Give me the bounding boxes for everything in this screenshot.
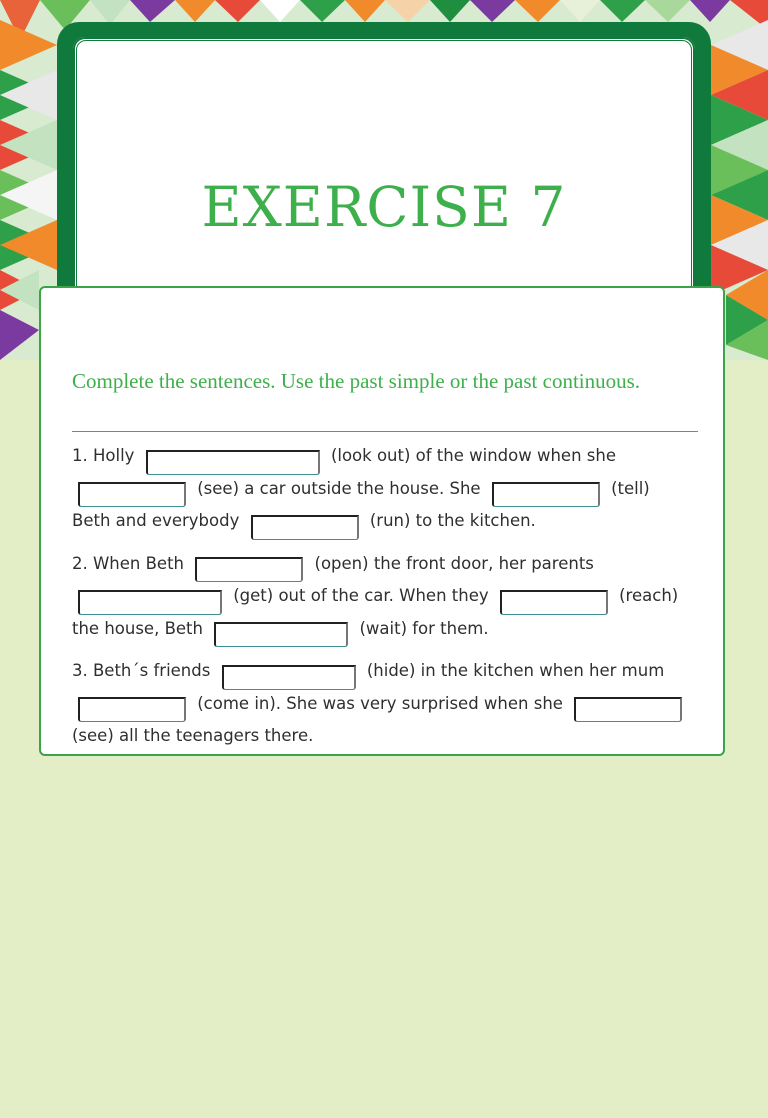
answer-input-1b[interactable] — [78, 482, 186, 507]
answer-input-1c[interactable] — [492, 482, 600, 507]
sentence-text: (reach) the house, Beth — [72, 586, 679, 638]
sentence-text: (tell) Beth and everybody — [72, 478, 650, 530]
sentence-text: (look out) of the window when she — [330, 446, 616, 465]
sentence-text: 2. When Beth — [72, 553, 185, 573]
answer-input-1a[interactable] — [146, 450, 320, 475]
sentence-text: (hide) in the kitchen when her mum — [366, 661, 665, 680]
answer-input-1d[interactable] — [251, 515, 359, 540]
sentence-text: (come in). She was very surprised when she — [197, 693, 563, 713]
answer-input-3b[interactable] — [78, 697, 186, 722]
exercise-card — [39, 286, 725, 756]
title-card — [73, 37, 695, 299]
sentence-text: 3. Beth´s friends — [72, 661, 211, 680]
sentence-list — [72, 442, 692, 761]
sentence-3 — [72, 657, 692, 751]
answer-input-2b[interactable] — [78, 590, 222, 615]
sentence-2 — [72, 550, 692, 648]
sentence-text: (wait) for them. — [359, 618, 489, 638]
divider — [72, 431, 698, 432]
sentence-text: (run) to the kitchen. — [369, 511, 536, 530]
answer-input-3a[interactable] — [222, 665, 356, 690]
answer-input-2d[interactable] — [214, 622, 348, 647]
answer-input-2c[interactable] — [500, 590, 608, 615]
sentence-1 — [72, 442, 692, 540]
answer-input-2a[interactable] — [195, 557, 303, 582]
sentence-text: (see) a car outside the house. She — [197, 478, 481, 498]
answer-input-3c[interactable] — [574, 697, 682, 722]
sentence-text: 1. Holly — [72, 446, 135, 465]
page-title: EXERCISE 7 — [201, 175, 567, 239]
instruction-text: Complete the sentences. Use the past simple or the past continuous. — [72, 369, 641, 393]
sentence-text: (open) the front door, her parents — [314, 553, 594, 573]
sentence-text: (get) out of the car. When they — [233, 586, 489, 605]
sentence-text: (see) all the teenagers there. — [72, 726, 314, 745]
